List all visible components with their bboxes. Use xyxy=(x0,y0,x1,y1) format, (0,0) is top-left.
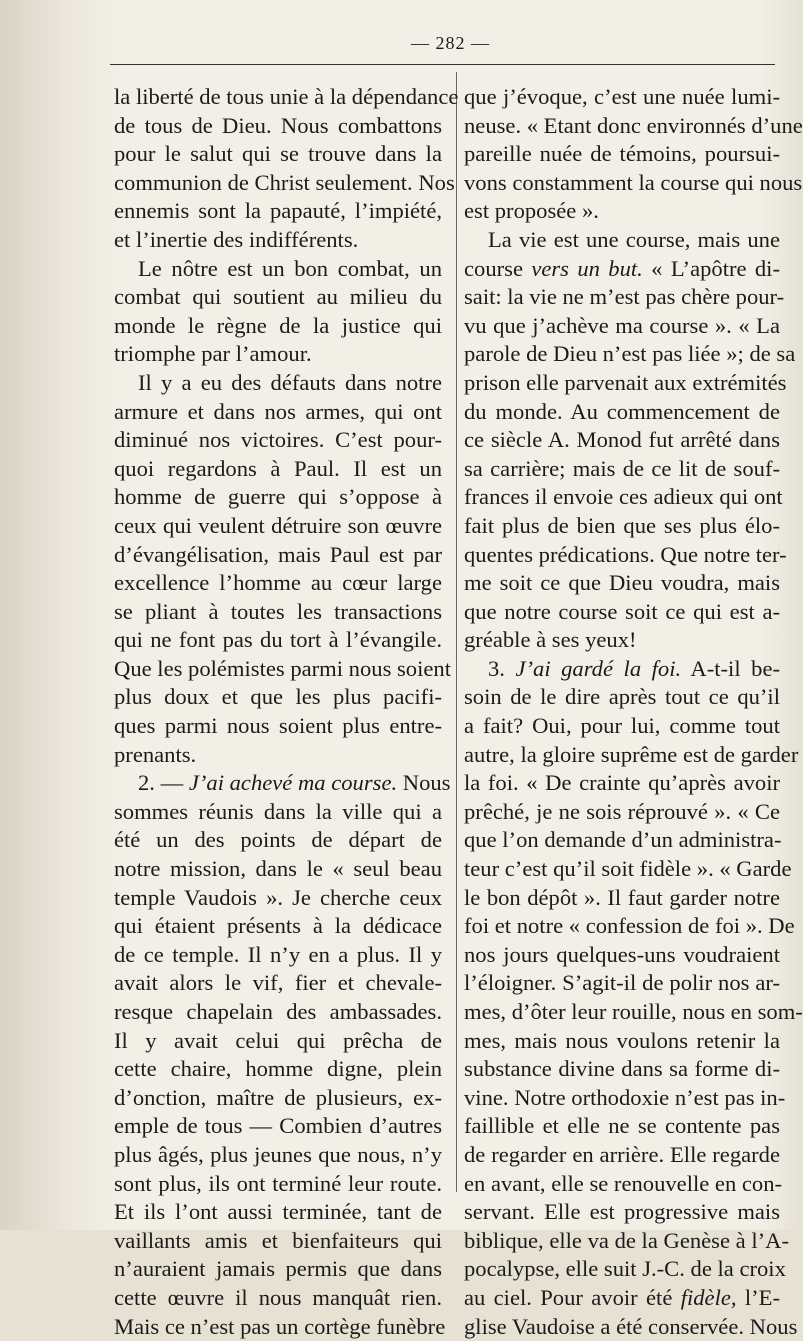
text-line xyxy=(114,1027,442,1056)
text-line xyxy=(114,1055,442,1084)
text-line xyxy=(464,683,780,712)
text-run: n’auraient jamais permis que dans xyxy=(114,1256,442,1282)
text-run: vine. Notre orthodoxie n’est pas in- xyxy=(464,1084,786,1110)
text-run: ceux qui veulent détruire son œuvre xyxy=(114,512,442,538)
text-run: autre, la gloire suprême est de garder xyxy=(464,741,799,767)
text-line xyxy=(114,312,442,341)
text-run: de ce temple. Il n’y en a plus. Il y xyxy=(114,941,442,967)
text-run: diminué nos victoires. C’est pour- xyxy=(114,427,442,453)
text-line xyxy=(114,226,442,255)
text-run: faillible et elle ne se contente pas xyxy=(464,1113,780,1139)
text-run: servant. Elle est progressive mais xyxy=(464,1199,780,1225)
text-line xyxy=(114,255,442,284)
text-run: communion de Christ seulement. Nos xyxy=(114,169,455,195)
text-run: Le nôtre est un bon combat, un xyxy=(138,255,442,281)
text-run: substance divine dans sa forme di- xyxy=(464,1056,780,1082)
text-line xyxy=(114,969,442,998)
text-line xyxy=(464,626,780,655)
text-run: pour le salut qui se trouve dans la xyxy=(114,141,442,167)
text-line xyxy=(114,769,451,798)
text-line xyxy=(464,226,780,255)
text-line xyxy=(464,255,780,284)
text-run: sait: la vie ne m’est pas chère pour- xyxy=(464,284,785,310)
text-run: d’évangélisation, mais Paul est par xyxy=(114,541,442,567)
text-line xyxy=(464,1112,780,1141)
text-run: 2. — xyxy=(138,770,189,796)
text-line xyxy=(114,112,442,141)
text-run: plus doux et que les plus pacifi- xyxy=(114,684,442,710)
text-run: Et ils l’ont aussi terminée, tant de xyxy=(114,1199,442,1225)
text-line xyxy=(114,683,442,712)
text-run: quoi regardons à Paul. Il est un xyxy=(114,455,442,481)
text-line xyxy=(114,197,442,226)
text-line xyxy=(464,655,780,684)
text-run: prison elle parvenait aux extrémités xyxy=(464,369,787,395)
text-line xyxy=(114,283,442,312)
text-line xyxy=(464,912,795,941)
text-line xyxy=(114,369,442,398)
text-run: biblique, elle va de la Genèse à l’A- xyxy=(464,1227,789,1253)
page-number: — 282 — xyxy=(411,33,490,53)
text-line xyxy=(464,1084,786,1113)
text-run: glise Vaudoise a été conservée. Nous xyxy=(464,1313,798,1339)
text-run: sommes réunis dans la ville qui a xyxy=(114,798,442,824)
text-line xyxy=(114,1198,442,1227)
text-line xyxy=(464,455,780,484)
text-run: ennemis sont la papauté, l’impiété, xyxy=(114,198,442,224)
text-line xyxy=(114,998,442,1027)
text-run: foi et notre « confession de foi ». De xyxy=(464,913,795,939)
text-line xyxy=(464,569,780,598)
text-line xyxy=(464,826,780,855)
text-line xyxy=(464,712,780,741)
text-line xyxy=(464,855,792,884)
text-line xyxy=(464,969,780,998)
text-run: en avant, elle se renouvelle en con- xyxy=(464,1170,783,1196)
text-run: est proposée ». xyxy=(464,198,599,224)
text-line xyxy=(464,1170,783,1199)
text-line xyxy=(114,1141,442,1170)
text-line xyxy=(464,369,787,398)
text-line xyxy=(114,483,442,512)
text-run: Que les polémistes parmi nous soient xyxy=(114,655,451,681)
text-run: la liberté de tous unie à la dépendance xyxy=(114,84,459,109)
text-run: pareille nuée de témoins, poursui- xyxy=(464,141,780,167)
text-run: notre mission, dans le « seul beau xyxy=(114,856,442,882)
text-line xyxy=(114,1284,442,1313)
italic-text-run: J’ai gardé la foi. xyxy=(515,655,682,681)
text-line xyxy=(114,712,442,741)
text-run: Il y a eu des défauts dans notre xyxy=(138,369,442,395)
text-run: Il y avait celui qui prêcha de xyxy=(114,1027,442,1053)
text-run: La vie est une course, mais une xyxy=(488,226,780,252)
text-line xyxy=(464,941,780,970)
text-line xyxy=(114,340,442,369)
text-run: au ciel. Pour avoir été xyxy=(464,1284,681,1310)
italic-text-run: J’ai achevé ma course. xyxy=(188,770,398,796)
text-run: la foi. « De crainte qu’après avoir xyxy=(464,770,780,796)
text-line xyxy=(114,169,455,198)
text-line xyxy=(114,140,442,169)
header-rule xyxy=(110,64,775,65)
text-run: course xyxy=(464,255,532,281)
italic-text-run: vers un but. xyxy=(531,255,643,281)
right-column xyxy=(464,83,803,1341)
text-line xyxy=(464,1227,789,1256)
text-line xyxy=(114,1170,442,1199)
text-line xyxy=(114,912,442,941)
text-line xyxy=(464,1198,780,1227)
text-run: A-t-il be- xyxy=(681,655,780,681)
text-run: Mais ce n’est pas un cortège funèbre xyxy=(114,1313,446,1339)
text-run: triomphe par l’amour. xyxy=(114,341,312,367)
text-run: l’E- xyxy=(736,1284,780,1310)
text-line xyxy=(464,884,780,913)
text-run: sont plus, ils ont terminé leur route. xyxy=(114,1170,442,1196)
text-line xyxy=(464,1027,780,1056)
text-run: frances il envoie ces adieux qui ont xyxy=(464,484,783,510)
text-run: soin de le dire après tout ce qu’il xyxy=(464,684,780,710)
text-run: prenants. xyxy=(114,741,197,767)
text-run: de regarder en arrière. Elle regarde xyxy=(464,1141,780,1167)
text-run: se pliant à toutes les transactions xyxy=(114,598,442,624)
text-line xyxy=(464,1141,780,1170)
text-line xyxy=(464,998,803,1027)
text-run: emple de tous — Combien d’autres xyxy=(114,1113,442,1139)
text-run: 3. xyxy=(488,655,516,681)
text-run: monde le règne de la justice qui xyxy=(114,312,442,338)
text-line xyxy=(464,398,780,427)
text-line xyxy=(464,283,785,312)
text-run: cette chaire, homme digne, plein xyxy=(114,1056,442,1082)
text-run: de tous de Dieu. Nous combattons xyxy=(114,112,442,138)
text-run: mes, d’ôter leur rouille, nous en som- xyxy=(464,999,803,1024)
text-run: que notre course soit ce qui est a- xyxy=(464,598,780,624)
text-line xyxy=(114,541,442,570)
text-line xyxy=(114,855,442,884)
text-line xyxy=(464,741,799,770)
text-line xyxy=(464,1255,786,1284)
text-run: me soit ce que Dieu voudra, mais xyxy=(464,570,780,596)
text-line xyxy=(464,512,780,541)
text-run: l’éloigner. S’agit-il de polir nos ar- xyxy=(464,970,780,996)
text-line xyxy=(114,455,442,484)
text-run: prêché, je ne sois réprouvé ». « Ce xyxy=(464,798,780,824)
text-run: fait plus de bien que ses plus élo- xyxy=(464,512,780,538)
text-run: teur c’est qu’il soit fidèle ». « Garde xyxy=(464,856,792,882)
text-line xyxy=(114,826,442,855)
text-run: armure et dans nos armes, qui ont xyxy=(114,398,442,424)
text-line xyxy=(464,169,803,198)
text-run: du monde. Au commencement de xyxy=(464,398,780,424)
text-run: ce siècle A. Monod fut arrêté dans xyxy=(464,427,780,453)
text-line xyxy=(464,1284,780,1313)
text-line xyxy=(464,140,780,169)
text-run: Nous xyxy=(397,770,451,796)
text-line xyxy=(114,741,442,770)
text-run: homme de guerre qui s’oppose à xyxy=(114,484,442,510)
text-line xyxy=(114,426,442,455)
text-line xyxy=(464,340,796,369)
text-line xyxy=(464,483,783,512)
text-line xyxy=(114,1313,446,1341)
text-run: excellence l’homme au cœur large xyxy=(114,570,442,596)
text-line xyxy=(114,398,442,427)
text-run: temple Vaudois ». Je cherche ceux xyxy=(114,884,442,910)
text-run: le bon dépôt ». Il faut garder notre xyxy=(464,884,780,910)
text-line xyxy=(114,798,442,827)
text-run: « L’apôtre di- xyxy=(642,255,780,281)
text-run: qui étaient présents à la dédicace xyxy=(114,913,442,939)
text-line xyxy=(114,598,442,627)
text-run: vons constamment la course qui nous xyxy=(464,169,803,195)
text-run: combat qui soutient au milieu du xyxy=(114,284,442,310)
text-run: nos jours quelques-uns voudraient xyxy=(464,941,780,967)
left-column xyxy=(114,83,459,1341)
text-line xyxy=(464,83,780,112)
text-line xyxy=(114,655,451,684)
text-run: et l’inertie des indifférents. xyxy=(114,226,359,252)
text-run: sa carrière; mais de ce lit de souf- xyxy=(464,455,780,481)
text-run: que j’évoque, c’est une nuée lumi- xyxy=(464,84,780,109)
text-run: pocalypse, elle suit J.-C. de la croix xyxy=(464,1256,786,1282)
text-line xyxy=(464,197,780,226)
text-line xyxy=(114,1112,442,1141)
text-line xyxy=(464,1055,780,1084)
text-line xyxy=(464,426,780,455)
text-line xyxy=(464,541,787,570)
text-line xyxy=(464,112,803,141)
text-run: a fait? Oui, pour lui, comme tout xyxy=(464,713,780,739)
text-run: vaillants amis et bienfaiteurs qui xyxy=(114,1227,442,1253)
text-run: gréable à ses yeux! xyxy=(464,627,637,653)
text-run: cette œuvre il nous manquât rien. xyxy=(114,1284,442,1310)
italic-text-run: fidèle, xyxy=(680,1284,737,1310)
text-line xyxy=(114,884,442,913)
text-run: mes, mais nous voulons retenir la xyxy=(464,1027,780,1053)
text-line xyxy=(464,1313,798,1341)
text-line xyxy=(464,312,780,341)
text-run: d’onction, maître de plusieurs, ex- xyxy=(114,1084,442,1110)
text-line xyxy=(464,598,780,627)
text-run: ques parmi nous soient plus entre- xyxy=(114,713,442,739)
text-line xyxy=(464,798,780,827)
text-line xyxy=(114,1255,442,1284)
text-line xyxy=(114,1227,442,1256)
text-run: qui ne font pas du tort à l’évangile. xyxy=(114,627,442,653)
text-run: neuse. « Etant donc environnés d’une xyxy=(464,112,803,138)
text-line xyxy=(114,569,442,598)
column-divider xyxy=(456,72,457,1192)
text-run: plus âgés, plus jeunes que nous, n’y xyxy=(114,1141,442,1167)
text-run: que l’on demande d’un administra- xyxy=(464,827,782,853)
text-line xyxy=(464,769,780,798)
text-line xyxy=(114,941,442,970)
text-line xyxy=(114,1084,442,1113)
text-run: resque chapelain des ambassades. xyxy=(114,999,442,1024)
text-run: vu que j’achève ma course ». « La xyxy=(464,312,780,338)
text-run: avait alors le vif, fier et chevale- xyxy=(114,970,442,996)
text-run: été un des points de départ de xyxy=(114,827,442,853)
text-line xyxy=(114,626,442,655)
text-line xyxy=(114,512,442,541)
text-run: parole de Dieu n’est pas liée »; de sa xyxy=(464,341,796,367)
text-run: quentes prédications. Que notre ter- xyxy=(464,541,787,567)
text-line xyxy=(114,83,459,112)
